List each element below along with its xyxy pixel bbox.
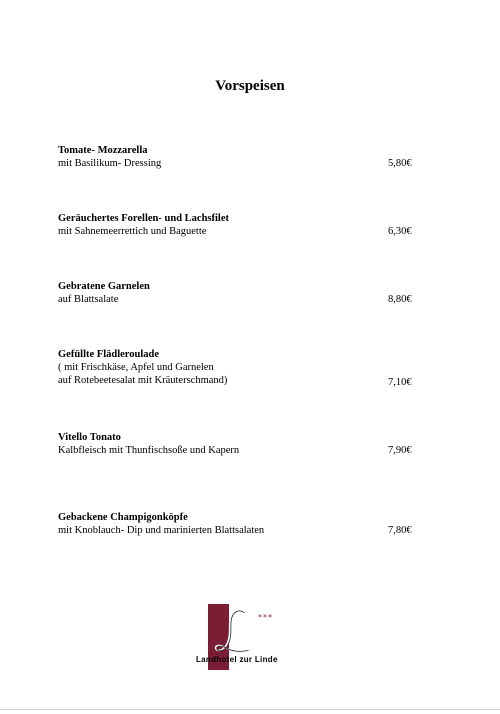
- menu-title: Vorspeisen: [215, 78, 285, 94]
- dish-description: Kalbfleisch mit Thunfischsoße und Kapern: [58, 445, 240, 456]
- menu-item: [58, 348, 418, 387]
- dish-name: Tomate- Mozzarella: [58, 145, 148, 156]
- dish-price: 7,90€: [388, 445, 412, 456]
- page-bottom-edge: [0, 709, 500, 710]
- menu-item: [58, 144, 418, 170]
- logo-hotel-name: Landhotel zur Linde: [196, 655, 278, 664]
- dish-price: 7,10€: [388, 377, 412, 388]
- dish-price: 8,80€: [388, 294, 412, 305]
- menu-item: [58, 212, 418, 238]
- dish-description: auf Blattsalate: [58, 294, 119, 305]
- menu-item: [58, 431, 418, 457]
- dish-name: Geräuchertes Forellen- und Lachsfilet: [58, 213, 229, 224]
- logo-script-l-icon: [209, 606, 259, 658]
- hotel-logo: [192, 604, 312, 672]
- dish-description: auf Rotebeetesalat mit Kräuterschmand): [58, 375, 228, 386]
- dish-price: 5,80€: [388, 158, 412, 169]
- logo-stars: ***: [258, 613, 273, 622]
- dish-description: ( mit Frischkäse, Apfel und Garnelen: [58, 362, 214, 373]
- dish-name: Gebackene Champigonköpfe: [58, 512, 188, 523]
- dish-description: mit Basilikum- Dressing: [58, 158, 162, 169]
- menu-item: [58, 280, 418, 306]
- dish-price: 6,30€: [388, 226, 412, 237]
- dish-price: 7,80€: [388, 525, 412, 536]
- dish-name: Gefüllte Flädleroulade: [58, 349, 160, 360]
- menu-item: [58, 511, 418, 537]
- dish-description: mit Knoblauch- Dip und marinierten Blattsalaten: [58, 525, 265, 536]
- dish-name: Vitello Tonato: [58, 432, 121, 443]
- dish-name: Gebratene Garnelen: [58, 281, 150, 292]
- dish-description: mit Sahnemeerrettich und Baguette: [58, 226, 207, 237]
